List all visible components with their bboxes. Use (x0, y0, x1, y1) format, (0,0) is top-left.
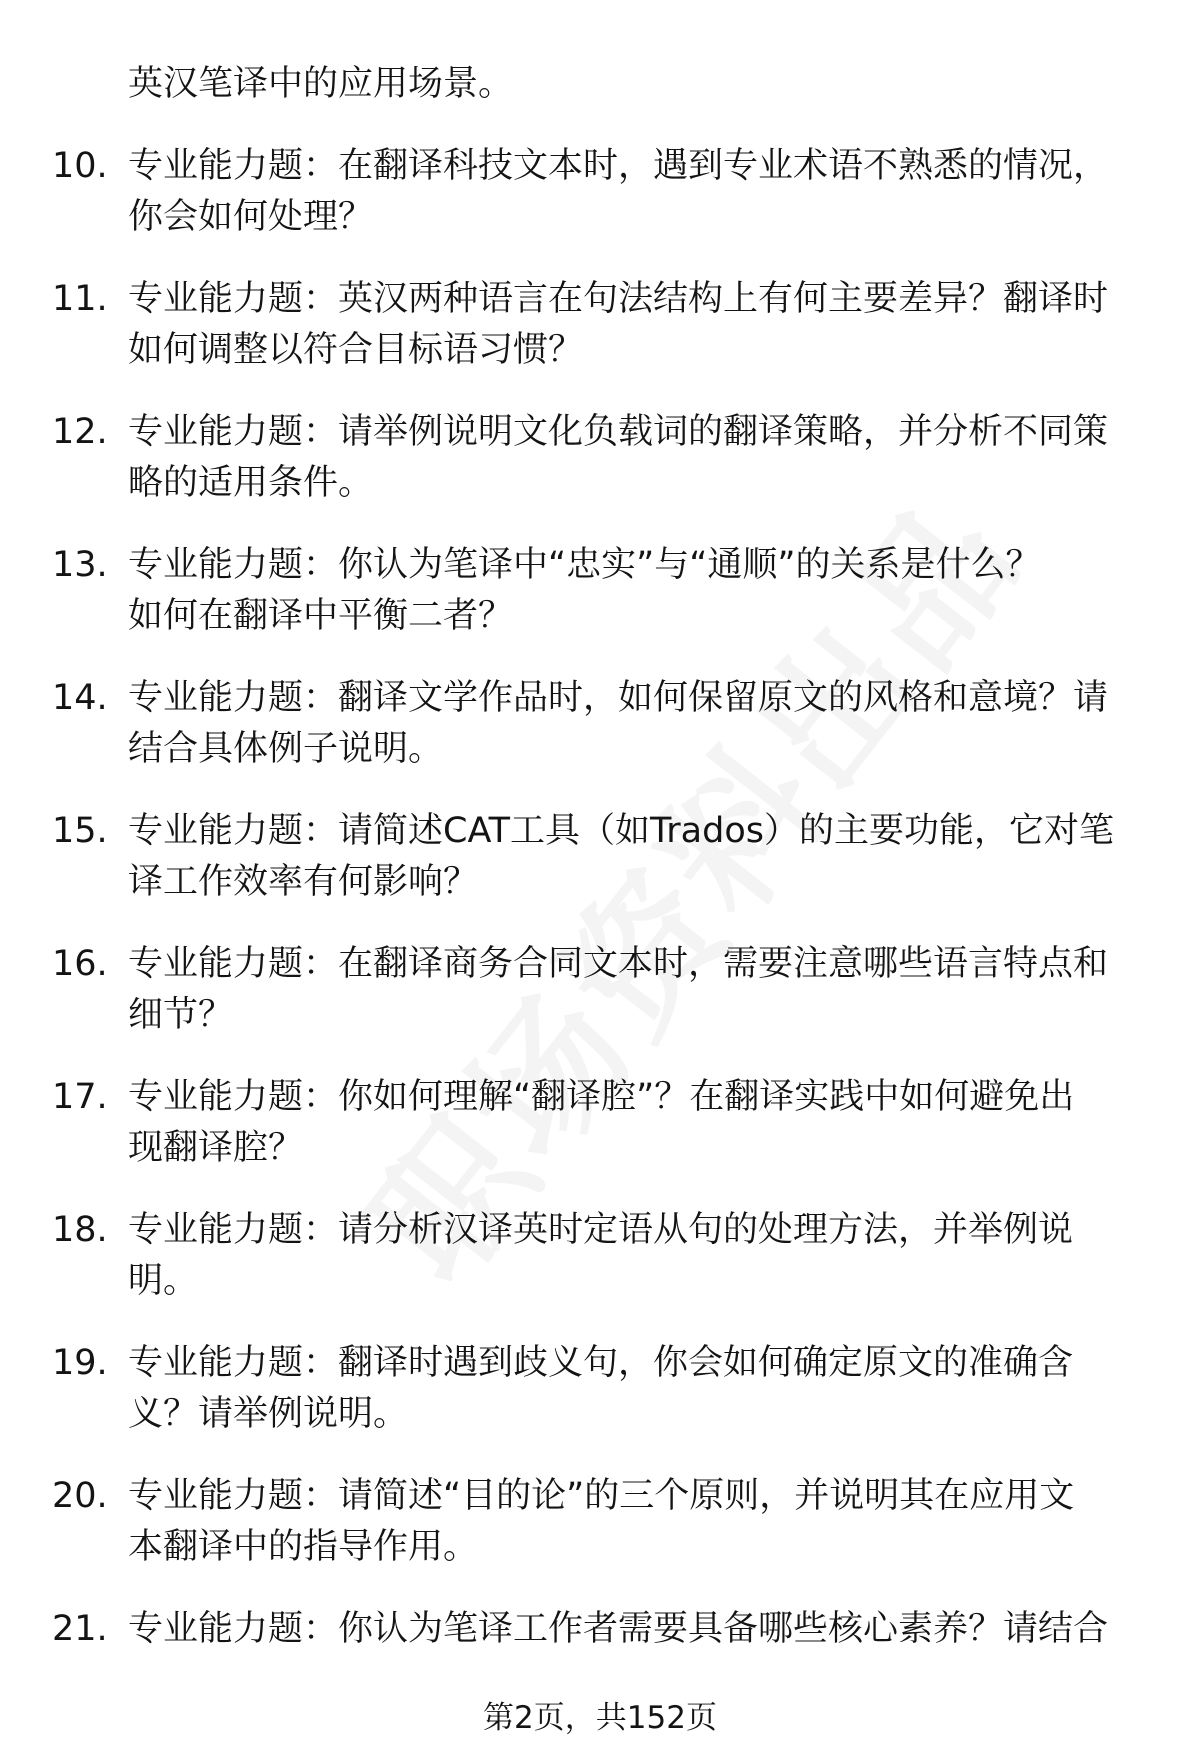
question-item (0, 938, 1200, 1071)
question-list (0, 140, 1200, 1736)
question-text-line: 专业能力题：请分析汉译英时定语从句的处理方法，并举例说 (128, 1210, 1074, 1250)
question-item (0, 273, 1200, 406)
question-number: 10. (52, 146, 108, 186)
question-text-line: 本翻译中的指导作用。 (128, 1527, 479, 1567)
question-number: 12. (52, 412, 108, 452)
question-number: 11. (52, 279, 108, 319)
question-number: 18. (52, 1210, 108, 1250)
question-text-line: 细节？ (128, 995, 234, 1035)
question-text-line: 义？请举例说明。 (128, 1394, 409, 1434)
question-item (0, 1071, 1200, 1204)
question-item (0, 805, 1200, 938)
question-text-line: 明。 (128, 1261, 199, 1301)
question-text-line: 专业能力题：英汉两种语言在句法结构上有何主要差异？翻译时 (128, 279, 1109, 319)
question-text-line: 专业能力题：你如何理解“翻译腔”？在翻译实践中如何避免出 (128, 1077, 1075, 1117)
question-text-line: 现翻译腔？ (128, 1128, 304, 1168)
question-number: 13. (52, 545, 108, 585)
question-text-line: 专业能力题：请简述CAT工具（如Trados）的主要功能，它对笔 (128, 811, 1114, 851)
question-text-line: 你会如何处理？ (128, 197, 374, 237)
question-number: 21. (52, 1609, 108, 1649)
question-text-line: 略的适用条件。 (128, 463, 374, 503)
question-item (0, 1470, 1200, 1603)
question-text-line: 译工作效率有何影响？ (128, 862, 479, 902)
question-item (0, 1204, 1200, 1337)
question-number: 17. (52, 1077, 108, 1117)
continued-text: 英汉笔译中的应用场景。 (128, 64, 514, 104)
page-number-footer: 第2页，共152页 (483, 1700, 717, 1736)
question-text-line: 专业能力题：你认为笔译中“忠实”与“通顺”的关系是什么？ (128, 545, 1041, 585)
question-text-line: 专业能力题：翻译时遇到歧义句，你会如何确定原文的准确含 (128, 1343, 1074, 1383)
question-number: 16. (52, 944, 108, 984)
question-item (0, 140, 1200, 273)
question-number: 19. (52, 1343, 108, 1383)
question-item (0, 672, 1200, 805)
question-number: 15. (52, 811, 108, 851)
question-text-line: 结合具体例子说明。 (128, 729, 444, 769)
question-item (0, 406, 1200, 539)
question-text-line: 专业能力题：在翻译商务合同文本时，需要注意哪些语言特点和 (128, 944, 1109, 984)
question-number: 20. (52, 1476, 108, 1516)
question-text-line: 专业能力题：在翻译科技文本时，遇到专业术语不熟悉的情况， (128, 146, 1109, 186)
question-text-line: 如何调整以符合目标语习惯？ (128, 330, 584, 370)
question-text-line: 专业能力题：你认为笔译工作者需要具备哪些核心素养？请结合 (128, 1609, 1109, 1649)
question-item (0, 539, 1200, 672)
question-text-line: 专业能力题：请举例说明文化负载词的翻译策略，并分析不同策 (128, 412, 1109, 452)
question-text-line: 如何在翻译中平衡二者？ (128, 596, 514, 636)
question-item (0, 1337, 1200, 1470)
question-text-line: 专业能力题：请简述“目的论”的三个原则，并说明其在应用文 (128, 1476, 1075, 1516)
question-number: 14. (52, 678, 108, 718)
question-text-line: 专业能力题：翻译文学作品时，如何保留原文的风格和意境？请 (128, 678, 1109, 718)
